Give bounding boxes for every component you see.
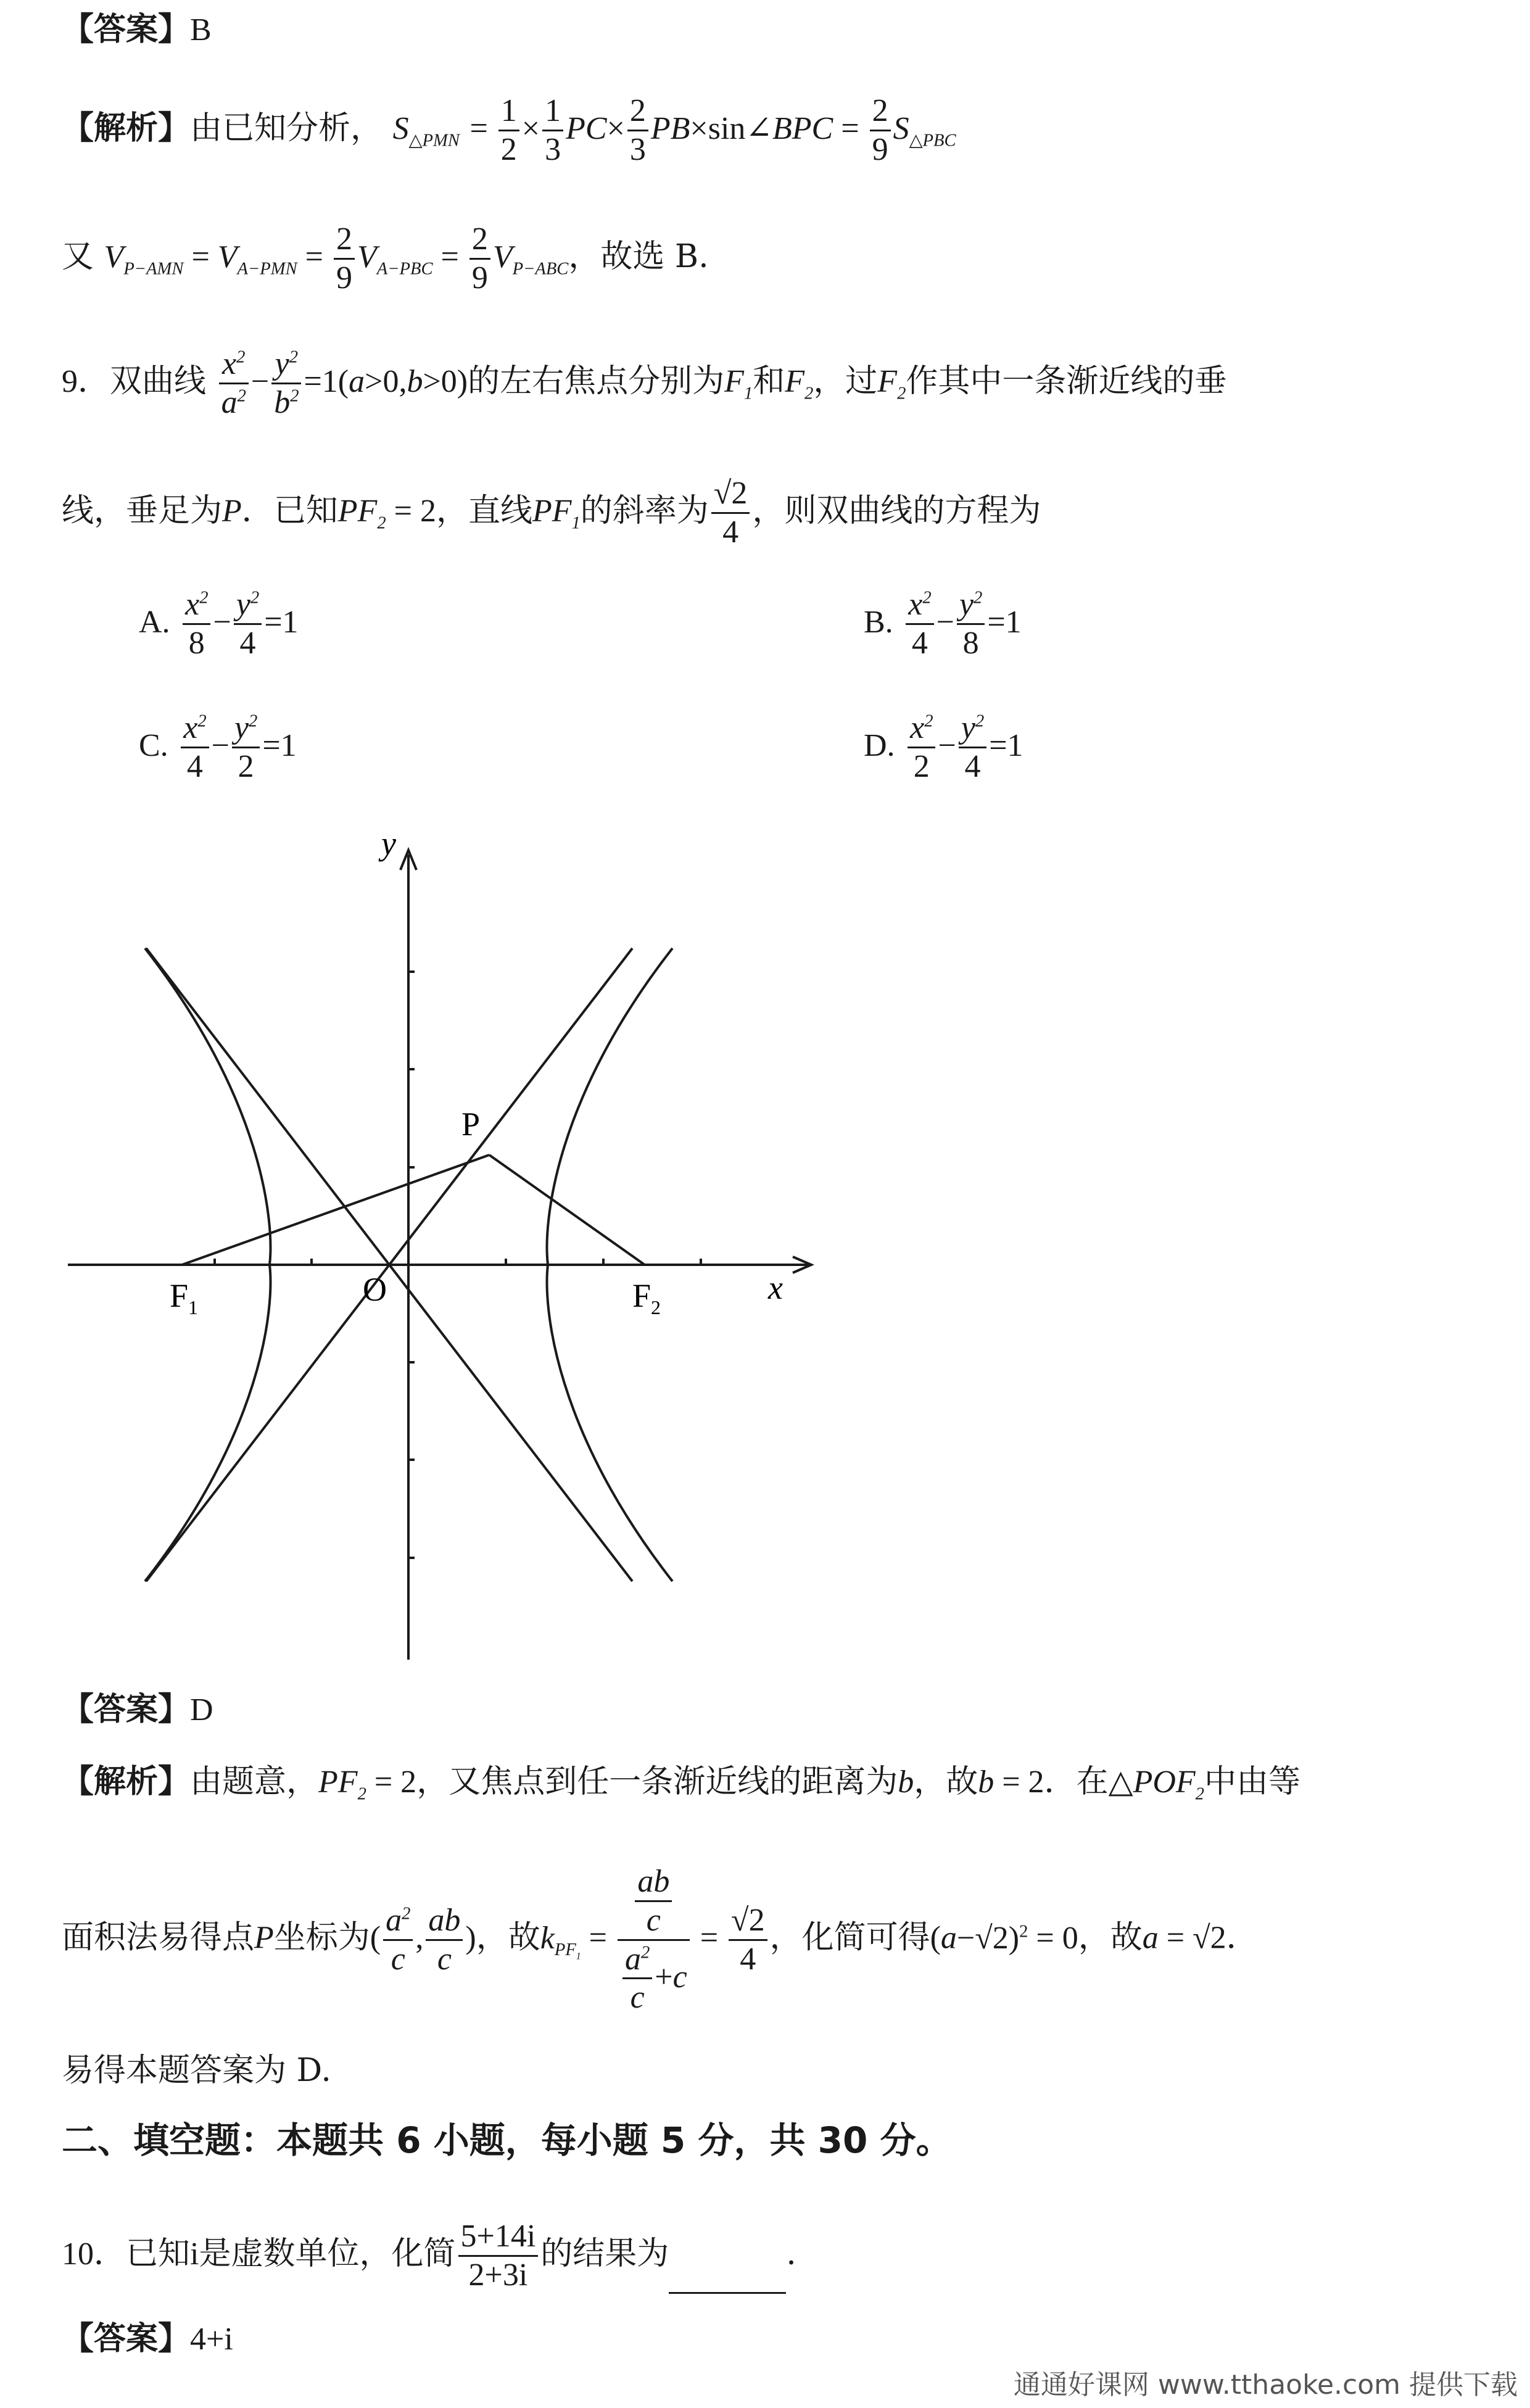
analysis-text: 由已知分析，: [190, 109, 383, 147]
answer-tag: 【答案】: [62, 1691, 191, 1728]
option-label: D.: [864, 727, 895, 763]
q8-analysis-line2: 又 $V_{P-AMN} = V_{A-PMN}$ = $\frac{2}{9}$ $V_{A-PBC}$ = $\frac{2}{9}$ $V_{P-ABC}$，故选 B.: [62, 221, 709, 296]
segment-pf2: [489, 1155, 645, 1265]
answer-blank: [669, 2267, 786, 2294]
analysis-text: ．: [1226, 1919, 1259, 1956]
q9-stem-text: 的左右焦点分别为: [468, 362, 725, 400]
analysis-text: ，故: [476, 1919, 540, 1956]
q9-stem-text: 和: [753, 362, 785, 400]
q10-answer-line: [62, 2320, 233, 2357]
answer-value: D: [190, 1692, 213, 1727]
analysis-text: ．在: [1044, 1763, 1109, 1800]
q10-stem: [62, 2218, 796, 2294]
q9-analysis-line2: 面积法易得点P坐标为( $\frac{a^2}{c}$ , $\frac{ab}{c}$ )，故$k_{PF_1}$ = $\frac{ab}{c}$ $\frac{a^2}{c}$ +c = $\frac{√2}{4}$ ，化简可得$(a-√2)^2 = 0$，故a = √2．: [62, 1864, 1259, 2016]
imaginary-unit: i: [190, 2236, 199, 2272]
option-y-den: 4: [239, 625, 256, 661]
section-title: 二、填空题：本题共 6 小题，每小题 5 分，共 30 分。: [62, 2119, 952, 2161]
point-p-label: P: [461, 1106, 481, 1143]
option-x-den: 2: [913, 748, 930, 784]
area-formula: $S_{\triangle PMN}$: [392, 110, 460, 151]
q10-stem-text: 已知: [126, 2235, 191, 2272]
option-label: A.: [139, 604, 170, 640]
answer-value: B: [190, 12, 212, 48]
option-a: A. $\frac{x^2}{8}$ − $\frac{y^2}{4}$ =1: [139, 587, 299, 661]
analysis-tag: 【解析】: [62, 1763, 191, 1800]
analysis-text: ，又焦点到任一条渐近线的距离为: [416, 1763, 898, 1800]
line2-suffix: ，故选 B.: [568, 238, 709, 275]
fraction-denominator: 2+3i: [468, 2257, 528, 2293]
q9-answer-line: [62, 1691, 213, 1728]
answer-tag: 【答案】: [62, 11, 191, 48]
x-axis-label: x: [768, 1269, 783, 1306]
q9-stem-text: ，过: [813, 362, 878, 400]
q9-stem-text: 作其中一条渐近线的垂: [906, 362, 1227, 400]
q9-stem-text: ，则双曲线的方程为: [752, 492, 1041, 529]
line2-prefix: 又: [62, 238, 94, 275]
option-x-den: 4: [186, 748, 203, 784]
footer-watermark: 通通好课网 www.tthaoke.com 提供下载: [1013, 2369, 1518, 2401]
q9-stem-line1: 9．双曲线 $\frac{x^2}{a^2}$ − $\frac{y^2}{b^2}$ =1(a>0,b>0)的左右焦点分别为$F_1$和$F_2$，过$F_2$作其中一条渐近线的垂: [62, 346, 1227, 420]
q9-stem-text: 双曲线: [110, 362, 207, 400]
analysis-tag: 【解析】: [62, 109, 191, 147]
option-d: D. $\frac{x^2}{2}$ − $\frac{y^2}{4}$ =1: [864, 710, 1023, 784]
option-y-den: 2: [238, 748, 254, 784]
q10-number: 10．: [62, 2236, 126, 2272]
q10-stem-text: 的结果为: [540, 2235, 669, 2272]
y-axis-label: y: [381, 825, 396, 862]
segment-pf1: [182, 1155, 489, 1265]
option-label: B.: [864, 604, 893, 640]
analysis-text: 中由等: [1204, 1763, 1300, 1800]
analysis-text: ，故: [914, 1763, 978, 1800]
analysis-text: 坐标为: [273, 1919, 370, 1956]
answer-value: 4+i: [190, 2322, 233, 2357]
analysis-text: 面积法易得点: [62, 1919, 255, 1956]
q8-analysis-line1: 【解析】由已知分析， $S_{\triangle PMN}$ = $\frac{1}{2}$ × $\frac{1}{3}$ PC× $\frac{2}{3}$ PB×sin∠BPC = $\frac{2}{9}$ $S_{\triangle PBC}$: [62, 93, 956, 167]
q9-conclusion: 易得本题答案为 D.: [62, 2052, 331, 2089]
q9-stem-text: 线，垂足为: [62, 492, 223, 529]
option-x-den: 4: [911, 625, 928, 661]
fraction-numerator: 5+14i: [458, 2218, 539, 2257]
analysis-text: ，化简可得: [769, 1919, 930, 1956]
option-y-den: 4: [964, 748, 981, 784]
q9-stem-text: ，直线: [436, 492, 532, 529]
q9-stem-line2: 线，垂足为P．已知$PF_2 = 2$，直线$PF_1$的斜率为 $\frac{√2}{4}$ ，则双曲线的方程为: [62, 476, 1041, 550]
q9-number: 9．: [62, 363, 110, 399]
q10-stem-text: 是虚数单位，化简: [199, 2235, 456, 2272]
q10-stem-end: .: [786, 2235, 796, 2272]
answer-tag: 【答案】: [62, 2320, 191, 2357]
f2-label: $F_2$: [632, 1277, 661, 1318]
analysis-text: ，故: [1078, 1919, 1143, 1956]
q9-analysis-line1: 【解析】由题意，$PF_2 = 2$，又焦点到任一条渐近线的距离为b，故b = 2．在$\triangle POF_2$中由等: [62, 1763, 1300, 1804]
option-b: B. $\frac{x^2}{4}$ − $\frac{y^2}{8}$ =1: [864, 587, 1022, 661]
option-c: C. $\frac{x^2}{4}$ − $\frac{y^2}{2}$ =1: [139, 710, 297, 784]
option-label: C.: [139, 727, 168, 763]
origin-label: O: [363, 1271, 387, 1308]
f1-label: $F_1$: [170, 1277, 199, 1318]
q9-stem-text: 的斜率为: [580, 492, 709, 529]
analysis-text: 由题意，: [190, 1763, 319, 1800]
q9-stem-text: ．已知: [241, 492, 338, 529]
option-x-den: 8: [188, 625, 205, 661]
option-y-den: 8: [962, 625, 979, 661]
